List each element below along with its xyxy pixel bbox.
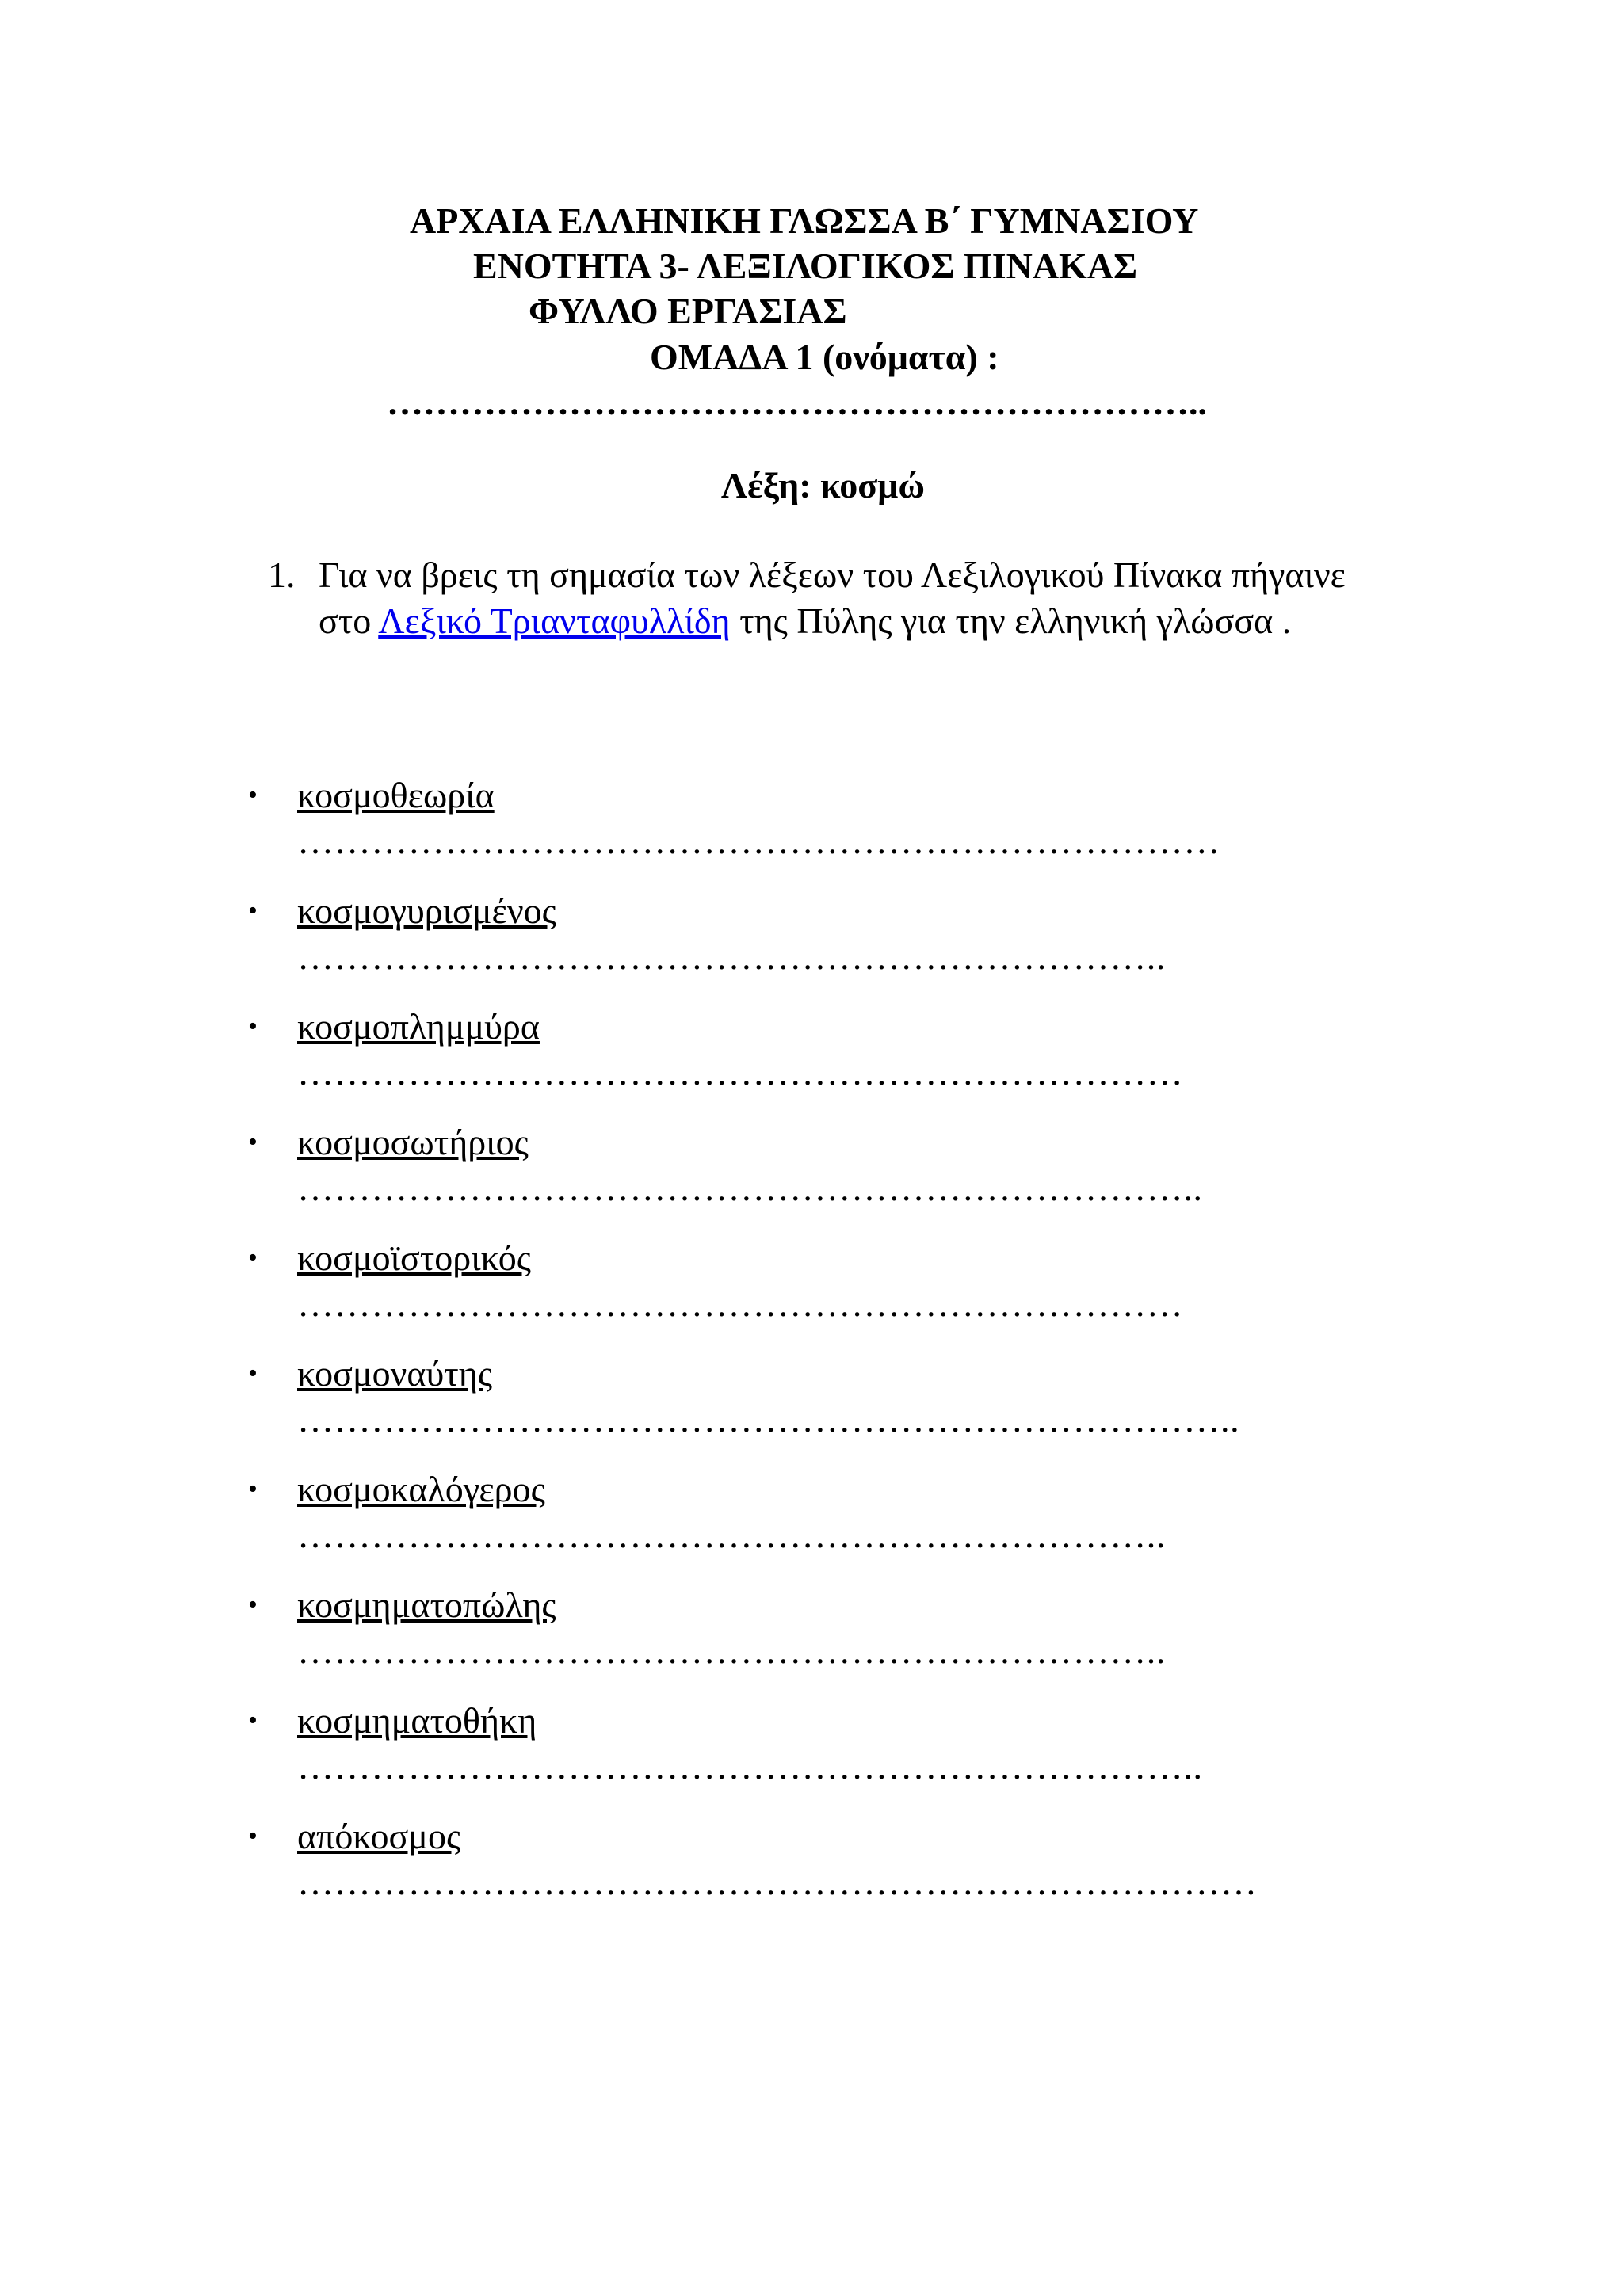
word-term: κοσμοπλημμύρα [297,1006,540,1047]
bullet-icon: • [248,1590,258,1619]
bullet-icon: • [248,1706,258,1735]
bullet-icon: • [248,1474,258,1504]
word-list [0,772,1623,1929]
instruction-number: 1. [268,555,296,595]
word-term: κοσμηματοπώλης [297,1585,556,1625]
list-item [0,1466,1623,1582]
list-item [0,1004,1623,1119]
header-fill-in-dots: ………………………………………………………….. [387,382,1207,422]
list-item [0,772,1623,888]
instruction-item [268,552,1393,644]
bullet-icon: • [248,1127,258,1157]
answer-dots: …………………………………………………………………… [297,1862,1258,1902]
header-group-label: ΟΜΑΔΑ 1 (ονόματα) : [650,337,999,377]
answer-dots: ……………………………………………………………….. [297,1168,1203,1208]
answer-dots: …………………………………………………………….. [297,1630,1166,1671]
list-item [0,1351,1623,1466]
answer-dots: ……………………………………………………………… [297,1052,1184,1093]
word-term: κοσμοθεωρία [297,775,495,815]
dictionary-link[interactable]: Λεξικό Τριανταφυλλίδη [378,601,731,641]
bullet-icon: • [248,780,258,810]
word-term: κοσμηματοθήκη [297,1700,537,1741]
word-term: κοσμογυρισμένος [297,891,556,931]
word-term: κοσμοσωτήριος [297,1122,529,1162]
word-term: κοσμοκαλόγερος [297,1469,545,1509]
header-title-line-2: ΕΝΟΤΗΤΑ 3- ΛΕΞΙΛΟΓΙΚΟΣ ΠΙΝΑΚΑΣ [473,246,1138,286]
bullet-icon: • [248,1243,258,1272]
bullet-icon: • [248,1821,258,1851]
list-item [0,888,1623,1004]
list-item [0,1235,1623,1351]
answer-dots: ………………………………………………………………… [297,821,1220,861]
list-item [0,1582,1623,1698]
instruction-text-after: της Πύλης για την ελληνική γλώσσα . [730,601,1292,641]
instruction-text [319,552,1365,644]
word-term: κοσμοϊστορικός [297,1238,532,1278]
list-item [0,1698,1623,1814]
answer-dots: …………………………………………………………….. [297,1515,1166,1555]
bullet-icon: • [248,1359,258,1388]
list-item [0,1119,1623,1235]
bullet-icon: • [248,896,258,925]
answer-dots: ……………………………………………………………….. [297,1746,1203,1787]
answer-dots: …………………………………………………………….. [297,936,1166,977]
answer-dots: ……………………………………………………………… [297,1283,1184,1324]
word-label: Λέξη: κοσμώ [721,465,925,505]
word-term: κοσμοναύτης [297,1353,493,1394]
bullet-icon: • [248,1012,258,1041]
word-term: απόκοσμος [297,1816,461,1856]
header-title-line-3: ΦΥΛΛΟ ΕΡΓΑΣΙΑΣ [529,291,847,331]
instruction-text-before: Για να βρεις τη σημασία των λέξεων του Λεξιλογικού Πίνακα πήγαινε στο [319,555,1346,641]
answer-dots: ………………………………………………………………….. [297,1399,1240,1440]
list-item [0,1814,1623,1929]
header-title-line-1: ΑΡΧΑΙΑ ΕΛΛΗΝΙΚΗ ΓΛΩΣΣΑ Β΄ ΓΥΜΝΑΣΙΟΥ [410,200,1199,241]
